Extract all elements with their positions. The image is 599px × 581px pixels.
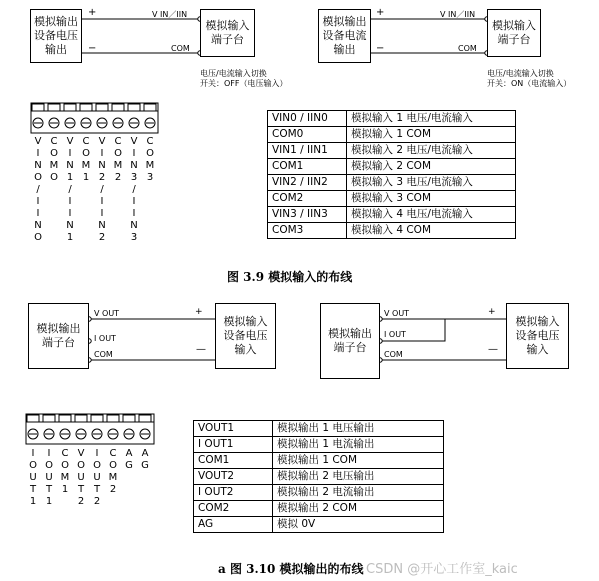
table-row xyxy=(268,127,516,143)
plus-sign-3: + xyxy=(195,307,203,317)
terminal-desc-cell: 模拟输入 3 COM xyxy=(347,191,516,207)
terminal-name-cell: I OUT2 xyxy=(194,485,273,501)
table-row xyxy=(194,517,444,533)
terminal-name-cell: VOUT2 xyxy=(194,469,273,485)
table-row xyxy=(194,453,444,469)
terminal-name-cell: COM1 xyxy=(268,159,347,175)
terminal-top-slot xyxy=(107,415,119,422)
table-row xyxy=(268,223,516,239)
terminal-desc-cell: 模拟输出 1 电压输出 xyxy=(273,421,444,437)
figure-caption-3-10: a 图 3.10 模拟输出的布线 xyxy=(218,562,364,576)
table-row xyxy=(268,111,516,127)
terminal-top-slot xyxy=(32,104,44,111)
terminal-name-cell: AG xyxy=(194,517,273,533)
input-device-voltage-box-2: 模拟输入 设备电压 输入 xyxy=(506,303,569,369)
terminal-desc-cell: 模拟 0V xyxy=(273,517,444,533)
terminal-strip-input xyxy=(31,103,158,133)
terminal-name-cell: COM2 xyxy=(194,501,273,517)
input-terminal-box: 模拟输入 端子台 xyxy=(200,9,255,57)
terminal-name-cell: VIN2 / IIN2 xyxy=(268,175,347,191)
watermark: CSDN @开心工作室_kaic xyxy=(366,562,518,577)
table-row xyxy=(194,421,444,437)
input-terminal-box-2: 模拟输入 端子台 xyxy=(487,9,541,57)
terminal-top-slot xyxy=(48,104,60,111)
output-terminal-table xyxy=(193,420,444,533)
plus-sign-4: + xyxy=(488,307,496,317)
terminal-name-cell: VIN0 / IIN0 xyxy=(268,111,347,127)
terminal-pin-label: I O U T 1 xyxy=(45,448,53,507)
terminal-name-cell: I OUT1 xyxy=(194,437,273,453)
terminal-pin-label: I O U T 2 xyxy=(93,448,101,507)
table-row xyxy=(268,191,516,207)
source-device-current-box: 模拟输出 设备电流 输出 xyxy=(318,9,371,63)
terminal-top-slot xyxy=(112,104,124,111)
terminal-top-slot xyxy=(80,104,92,111)
terminal-strip-output xyxy=(26,414,154,444)
terminal-pin-label: V I N 3 / I I N 3 xyxy=(130,136,138,243)
table-row xyxy=(194,485,444,501)
figure-caption-3-9: 图 3.9 模拟输入的布线 xyxy=(227,270,353,284)
com-label-2: COM xyxy=(458,44,477,53)
input-terminal-table xyxy=(267,110,516,239)
terminal-pin-label: I O U T 1 xyxy=(29,448,37,507)
table-row xyxy=(194,437,444,453)
terminal-desc-cell: 模拟输入 3 电压/电流输入 xyxy=(347,175,516,191)
plus-sign-2: + xyxy=(376,7,385,18)
terminal-top-slot xyxy=(144,104,156,111)
output-terminal-box: 模拟输出 端子台 xyxy=(28,303,89,369)
input-device-voltage-box: 模拟输入 设备电压 输入 xyxy=(215,303,276,369)
terminal-pin-label: V I N O / I I N O xyxy=(34,136,42,243)
table-row xyxy=(194,501,444,517)
minus-sign-2: − xyxy=(376,43,385,54)
minus-sign-4: — xyxy=(488,344,498,355)
terminal-desc-cell: 模拟输入 2 电压/电流输入 xyxy=(347,143,516,159)
table-row xyxy=(268,175,516,191)
source-device-voltage-box: 模拟输出 设备电压 输出 xyxy=(30,9,82,63)
terminal-pin-label: C O M 2 xyxy=(108,448,118,495)
terminal-desc-cell: 模拟输入 2 COM xyxy=(347,159,516,175)
terminal-top-slot xyxy=(96,104,108,111)
terminal-pin-label: V O U T 2 xyxy=(77,448,85,507)
terminal-name-cell: COM0 xyxy=(268,127,347,143)
table-row xyxy=(268,207,516,223)
com-out-label-2: COM xyxy=(384,350,403,359)
terminal-desc-cell: 模拟输入 1 COM xyxy=(347,127,516,143)
switch-note-off: 电压/电流输入切换 开关：OFF（电压输入） xyxy=(200,69,288,88)
terminal-top-slot xyxy=(75,415,87,422)
terminal-pin-label: C O M 2 xyxy=(113,136,123,183)
iout-label: I OUT xyxy=(94,334,116,343)
terminal-top-slot xyxy=(43,415,55,422)
terminal-desc-cell: 模拟输出 2 电压输出 xyxy=(273,469,444,485)
terminal-top-slot xyxy=(64,104,76,111)
terminal-pin-label: V I N 1 / I I N 1 xyxy=(66,136,74,243)
terminal-name-cell: COM2 xyxy=(268,191,347,207)
table-row xyxy=(194,469,444,485)
terminal-name-cell: COM1 xyxy=(194,453,273,469)
table-row xyxy=(268,159,516,175)
terminal-pin-label: C O M O xyxy=(49,136,59,183)
com-out-label: COM xyxy=(94,350,113,359)
terminal-top-slot xyxy=(123,415,135,422)
switch-note-on: 电压/电流输入切换 开关：ON（电流输入） xyxy=(487,69,572,88)
terminal-desc-cell: 模拟输出 2 COM xyxy=(273,501,444,517)
terminal-name-cell: VIN3 / IIN3 xyxy=(268,207,347,223)
terminal-pin-label: A G xyxy=(141,448,149,471)
terminal-top-slot xyxy=(139,415,151,422)
vin-iin-label-2: V IN／IIN xyxy=(440,10,476,19)
terminal-name-cell: COM3 xyxy=(268,223,347,239)
terminal-desc-cell: 模拟输出 1 COM xyxy=(273,453,444,469)
vout-label-2: V OUT xyxy=(384,309,410,318)
minus-sign-3: — xyxy=(196,344,206,355)
com-label: COM xyxy=(171,44,190,53)
terminal-top-slot xyxy=(27,415,39,422)
terminal-name-cell: VOUT1 xyxy=(194,421,273,437)
vout-label: V OUT xyxy=(94,309,120,318)
terminal-pin-label: A G xyxy=(125,448,133,471)
terminal-top-slot xyxy=(59,415,71,422)
terminal-desc-cell: 模拟输出 2 电流输出 xyxy=(273,485,444,501)
output-terminal-box-2: 模拟输出 端子台 xyxy=(320,303,380,379)
terminal-top-slot xyxy=(128,104,140,111)
terminal-desc-cell: 模拟输入 4 电压/电流输入 xyxy=(347,207,516,223)
terminal-desc-cell: 模拟输出 1 电流输出 xyxy=(273,437,444,453)
terminal-pin-label: C O M 3 xyxy=(145,136,155,183)
terminal-name-cell: VIN1 / IIN1 xyxy=(268,143,347,159)
terminal-pin-label: V I N 2 / I I N 2 xyxy=(98,136,106,243)
terminal-pin-label: C O M 1 xyxy=(60,448,70,495)
terminal-top-slot xyxy=(91,415,103,422)
plus-sign: + xyxy=(88,7,97,18)
terminal-desc-cell: 模拟输入 1 电压/电流输入 xyxy=(347,111,516,127)
terminal-pin-label: C O M 1 xyxy=(81,136,91,183)
table-row xyxy=(268,143,516,159)
minus-sign: − xyxy=(88,43,97,54)
vin-iin-label: V IN／IIN xyxy=(152,10,188,19)
terminal-desc-cell: 模拟输入 4 COM xyxy=(347,223,516,239)
iout-label-2: I OUT xyxy=(384,330,406,339)
